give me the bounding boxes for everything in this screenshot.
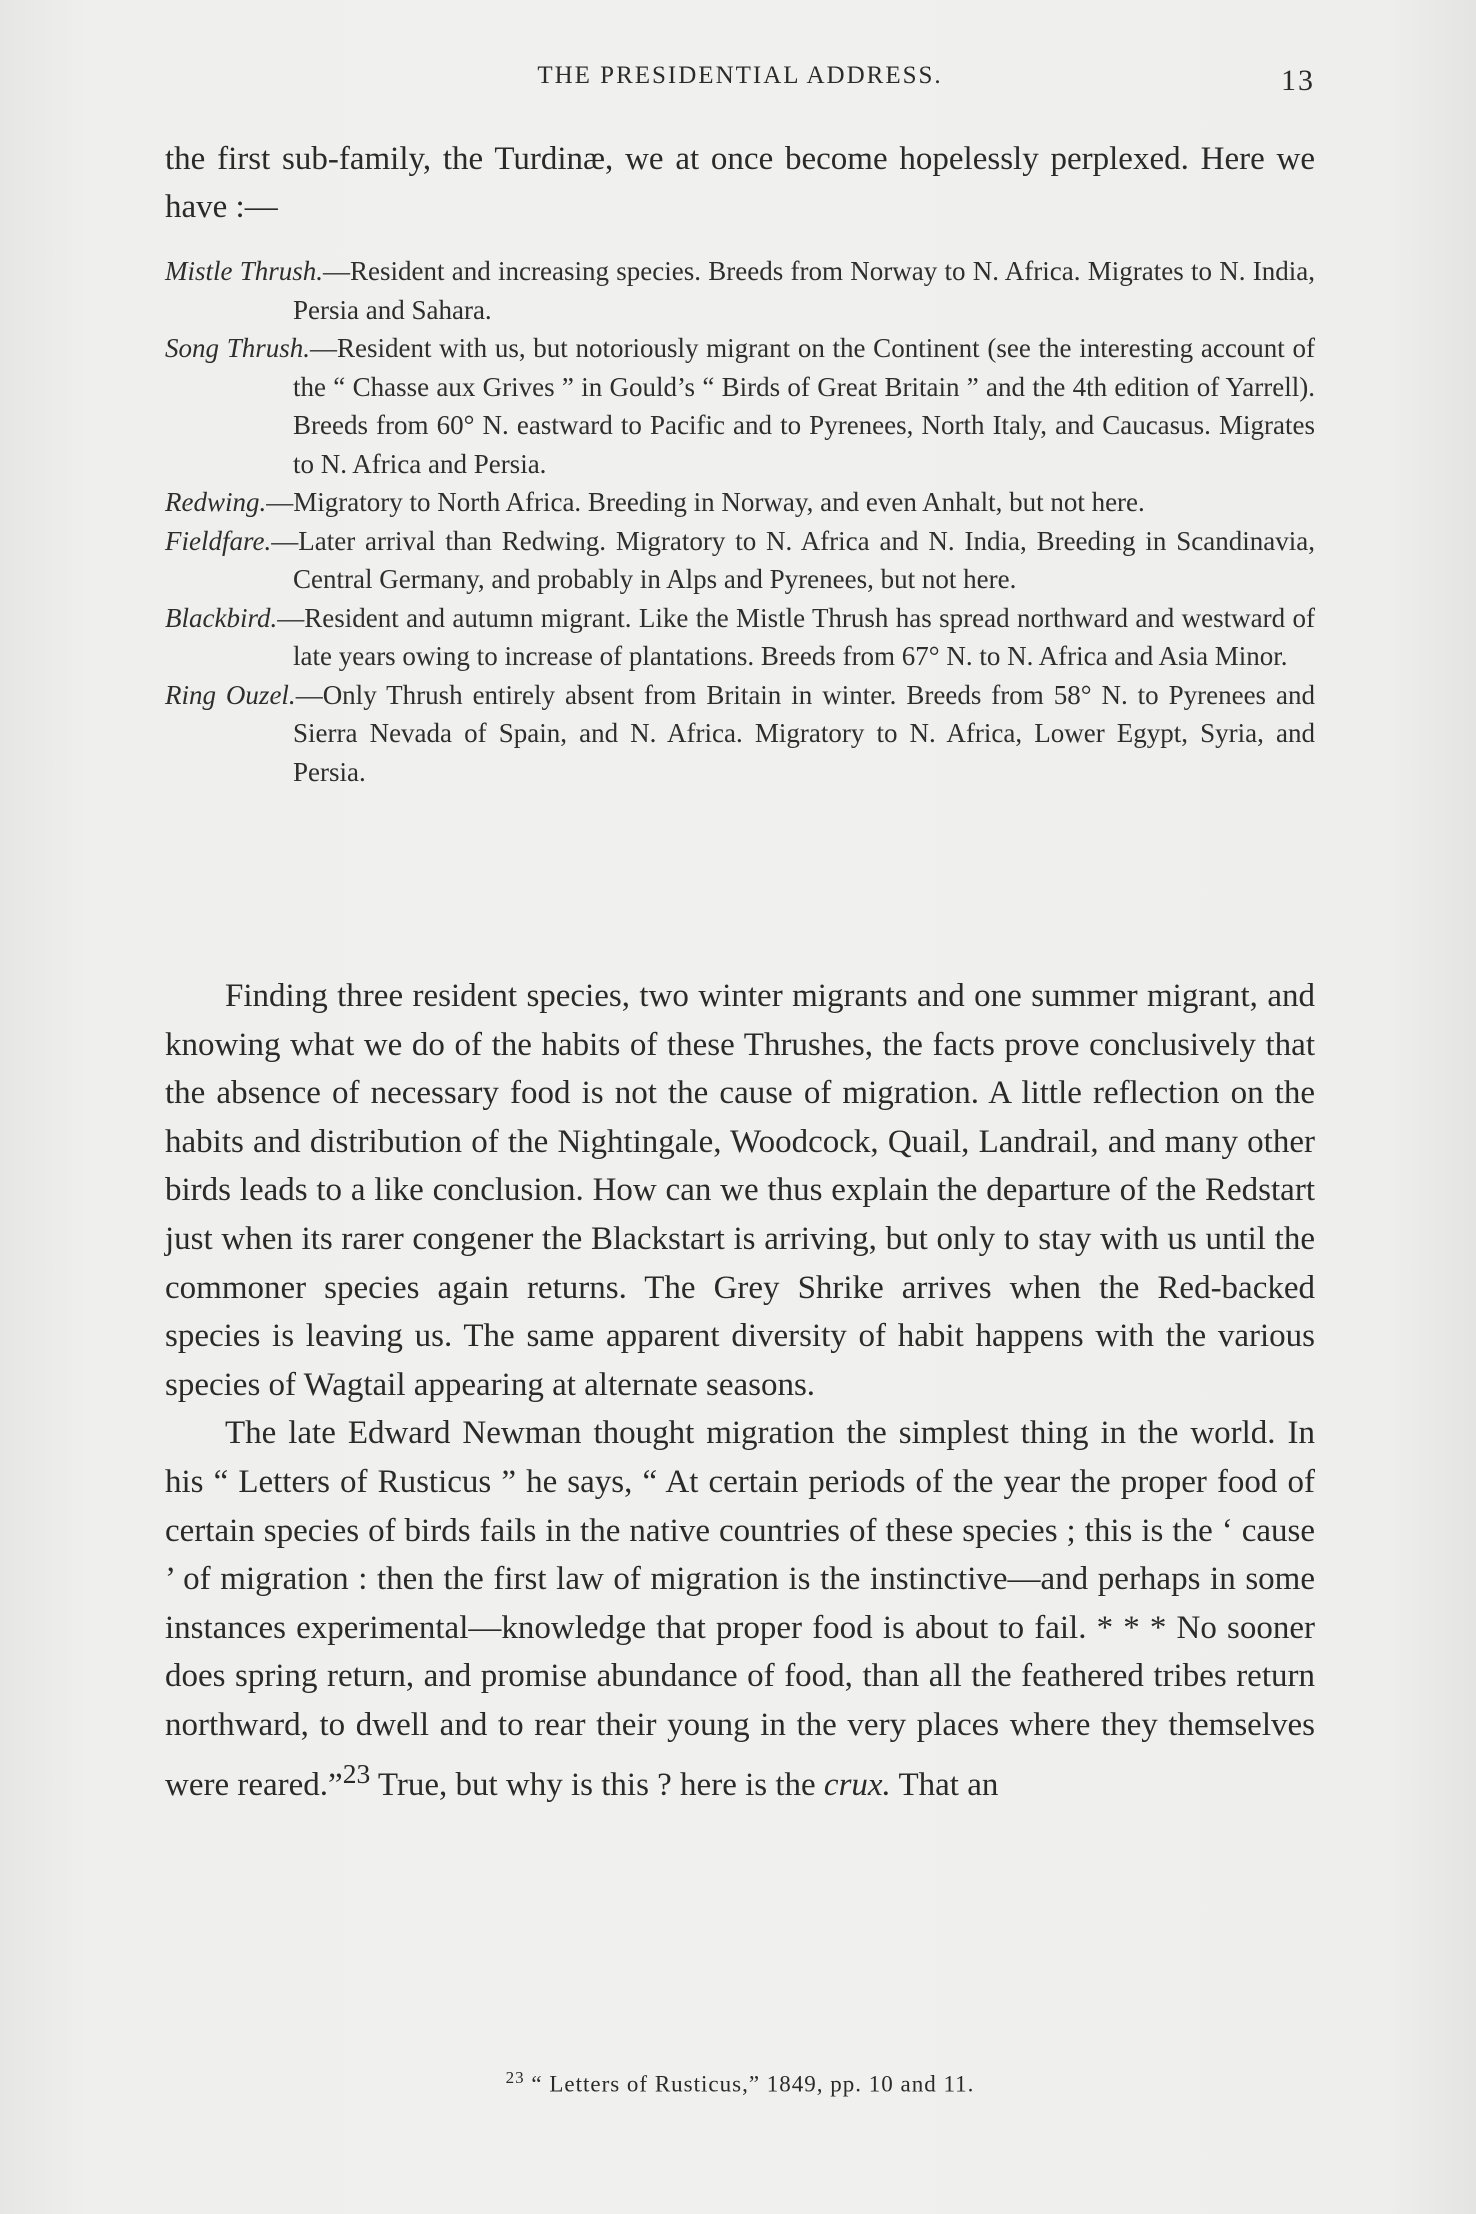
footnote [165, 2068, 1315, 2098]
footnote-text: “ Letters of Rusticus,” 1849, pp. 10 and 11. [524, 2071, 975, 2097]
species-entry [165, 329, 1315, 483]
species-name: Redwing. [165, 487, 267, 517]
species-name: Ring Ouzel. [165, 679, 296, 710]
thrush-species-list [165, 252, 1315, 791]
page-number: 13 [1281, 64, 1315, 97]
footnote-mark: 23 [505, 2068, 525, 2087]
species-entry [165, 676, 1315, 792]
species-description: —Migratory to North Africa. Breeding in Norway, and even Anhalt, but not here. [266, 487, 1145, 517]
running-head: THE PRESIDENTIAL ADDRESS. [537, 62, 943, 89]
body-text [165, 972, 1315, 1809]
species-entry [165, 522, 1315, 599]
species-description: —Resident and increasing species. Breeds from Norway to N. Africa. Migrates to N. India, Persia and Sahara. [293, 256, 1315, 325]
crux-word: crux. [823, 1766, 891, 1803]
intro-paragraph [165, 135, 1315, 231]
page-header [165, 62, 1315, 102]
species-name: Blackbird. [165, 602, 278, 633]
species-description: —Later arrival than Redwing. Migratory to N. Africa and N. India, Breeding in Scandinavia, Central Germany, and probably in Alps and Pyrenees, but not here. [271, 525, 1315, 594]
newman-quote-text: The late Edward Newman thought migration the simplest thing in the world. In his “ Letters of Rusticus ” he says, “ At certain periods of the year the proper food of certain species of birds fails in the native countries of these species ; this is the ‘ cause ’ of migration : then the first law of migration is the instinctive—and perhaps in some instances experimental—knowledge that proper food is about to fail. * * * No sooner does spring return, and promise abundance of food, than all the feathered tribes return northward, to dwell and to rear their young in the very places where they themselves were reared.” [165, 1415, 1315, 1803]
paragraph-tail: That an [890, 1766, 999, 1803]
paragraph-continuation: True, but why is this ? here is the [370, 1766, 824, 1803]
species-name: Song Thrush. [165, 333, 310, 363]
paragraph-newman-quote [165, 1409, 1315, 1809]
intro-text: the first sub-family, the Turdinæ, we at once become hopelessly perplexed. Here we have :— [165, 141, 1315, 225]
species-entry [165, 599, 1315, 676]
species-entry [165, 252, 1315, 329]
footnote-reference: 23 [342, 1757, 371, 1789]
species-entry [165, 483, 1315, 522]
species-description: —Resident and autumn migrant. Like the Mistle Thrush has spread northward and westward of late years owing to increase of plantations. Breeds from 67° N. to N. Africa and Asia Minor. [277, 602, 1315, 671]
species-description: —Only Thrush entirely absent from Britain in winter. Breeds from 58° N. to Pyrenees and Sierra Nevada of Spain, and N. Africa. Migratory to N. Africa, Lower Egypt, Syria, and Persia. [293, 679, 1315, 787]
species-description: —Resident with us, but notoriously migrant on the Continent (see the interesting account of the “ Chasse aux Grives ” in Gould’s “ Birds of Great Britain ” and the 4th edition of Yarrell). Breeds from 60° N. eastward to Pacific and to Pyrenees, North Italy, and Caucasus. Migrates to N. Africa and Persia. [293, 333, 1315, 479]
species-name: Fieldfare. [165, 525, 272, 556]
species-name: Mistle Thrush. [165, 256, 324, 286]
paragraph-migration-conclusion: Finding three resident species, two winter migrants and one summer migrant, and knowing what we do of the habits of these Thrushes, the facts prove conclusively that the absence of necessary food is not the cause of migration. A little reflection on the habits and distribution of the Nightingale, Woodcock, Quail, Landrail, and many other birds leads to a like conclusion. How can we thus explain the departure of the Redstart just when its rarer congener the Blackstart is arriving, but only to stay with us until the commoner species again returns. The Grey Shrike arrives when the Red-backed species is leaving us. The same apparent diversity of habit happens with the various species of Wagtail appearing at alternate seasons. [165, 978, 1315, 1403]
